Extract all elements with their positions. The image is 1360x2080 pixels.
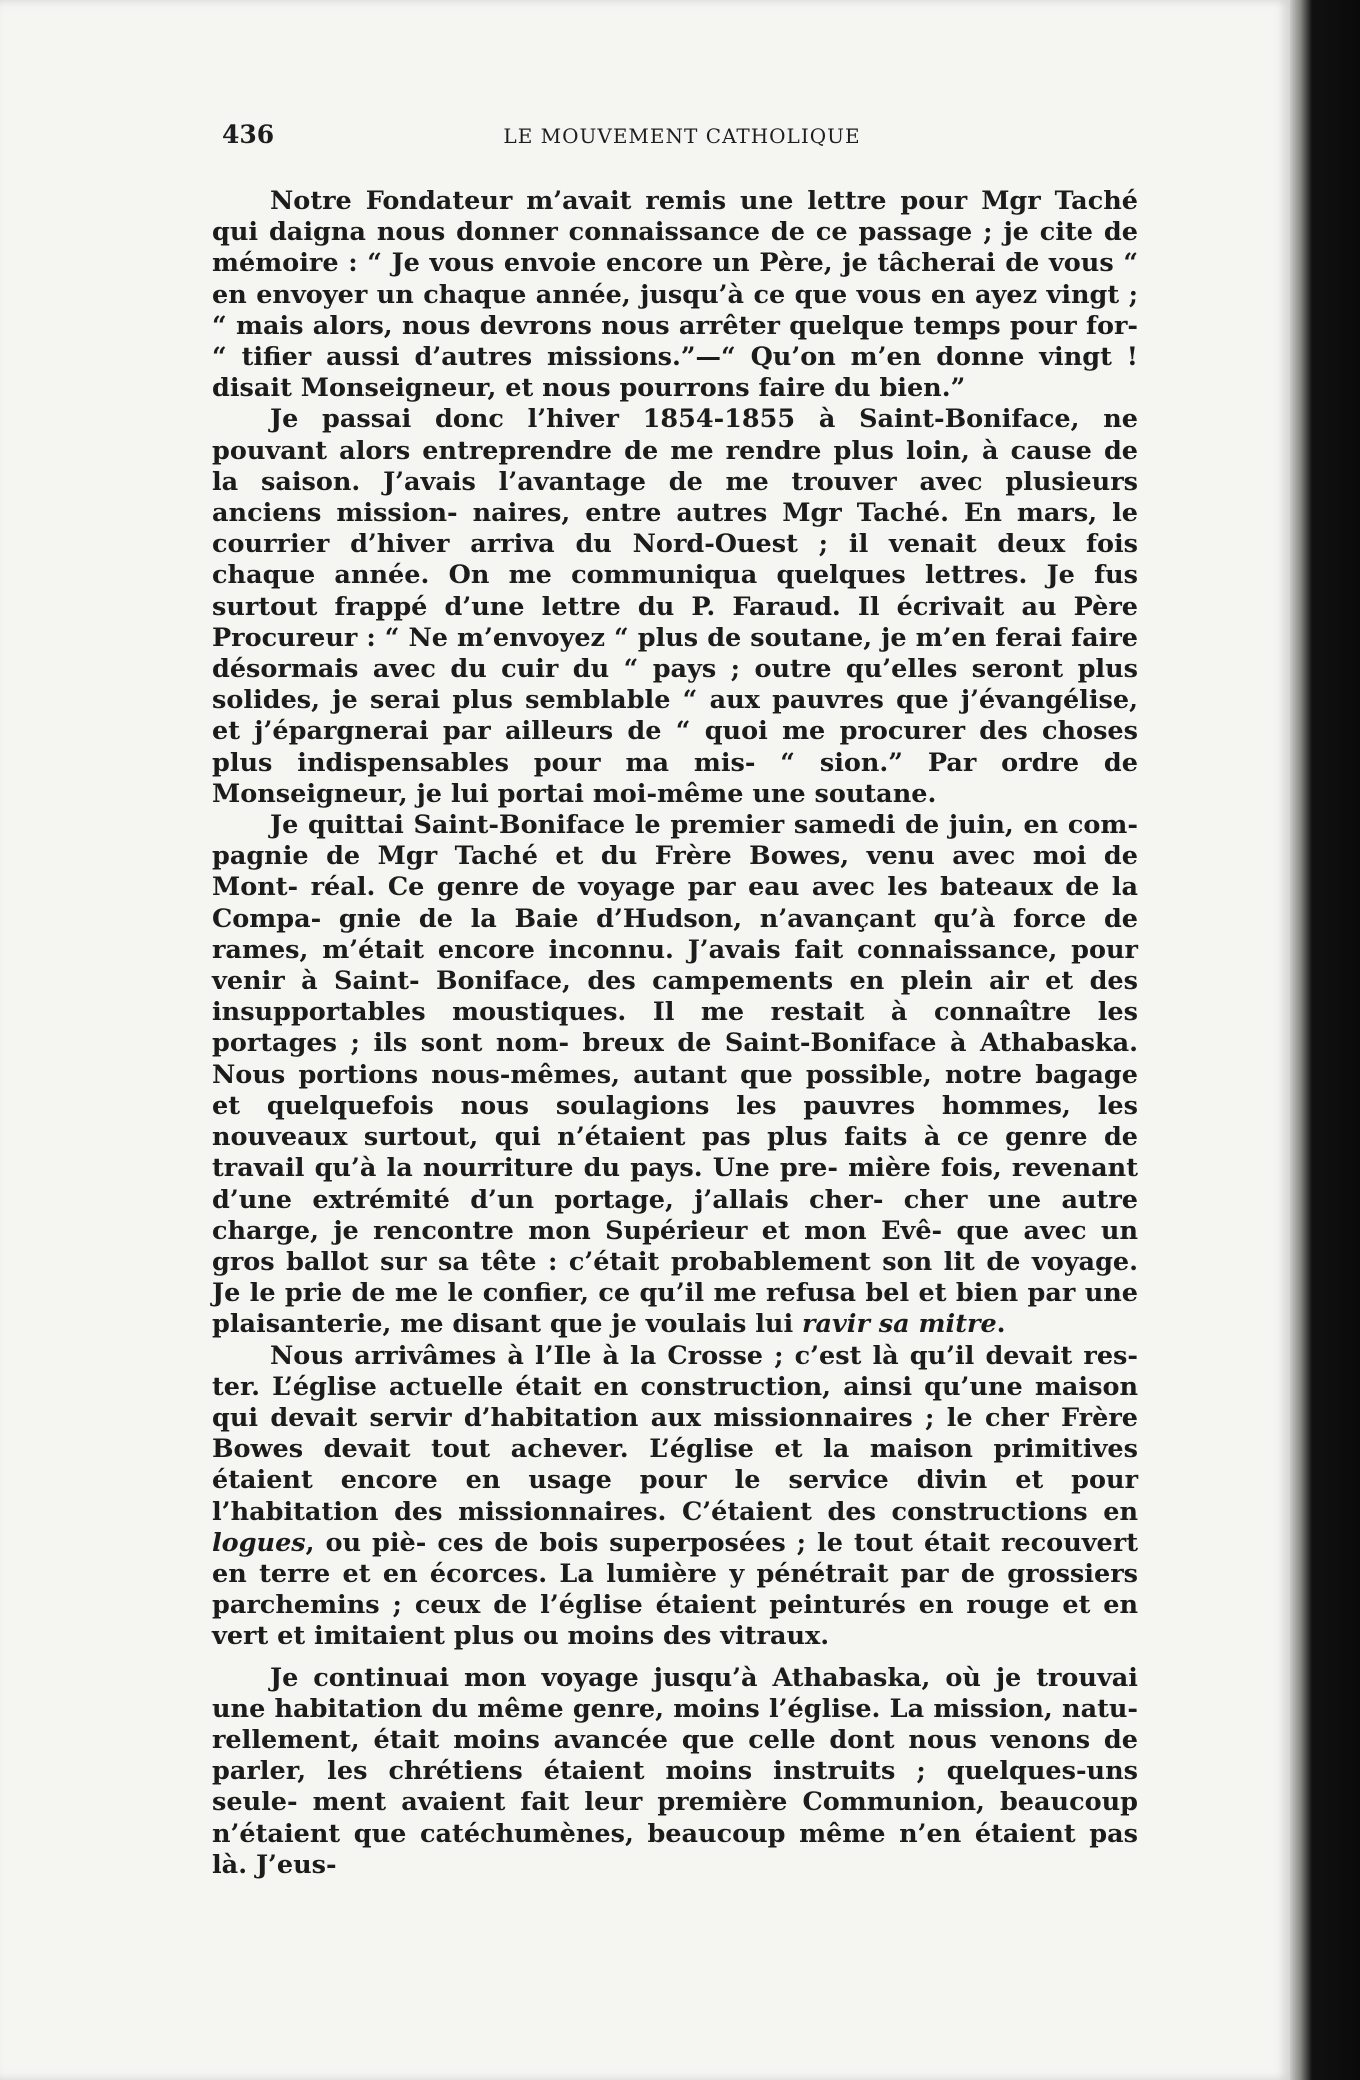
page-number: 436 [222, 120, 275, 149]
paragraph-4-italic: logues [212, 1527, 306, 1558]
paragraph-3-end: . [996, 1309, 1006, 1340]
paragraph-4-text: Nous arrivâmes à l’Ile à la Crosse ; c’est là qu’il devait res- ter. L’église actuelle était en construction, ainsi qu’une maison qui devait servir d’habitation aux missionnaires ; le cher Frère Bowes devait tout achever. L’église et la maison primitives étaient encore en usage pour le service divin et pour l’habitation des missionnaires. C’étaient des constructions en [212, 1340, 1138, 1527]
paragraph-4-end: , ou piè- ces de bois superposées ; le tout était recouvert en terre et en écorces. La lumière y pénétrait par de grossiers parchemins ; ceux de l’église étaient peinturés en rouge et en vert et imitaient plus ou moins des vitraux. [212, 1527, 1138, 1652]
page-edge-shadow [1290, 0, 1360, 2080]
paragraph-5: Je continuai mon voyage jusqu’à Athabaska, où je trouvai une habitation du même genre, moins l’église. La mission, natu- rellement, était moins avancée que celle dont nous venons de parler, les chrétiens étaient moins instruits ; quelques-uns seule- ment avaient fait leur première Communion, beaucoup n’étaient que catéchumènes, beaucoup même n’en étaient pas là. J’eus- [212, 1662, 1138, 1880]
paragraph-3 [212, 810, 1138, 1340]
paragraph-1: Notre Fondateur m’avait remis une lettre pour Mgr Taché qui daigna nous donner connaissance de ce passage ; je cite de mémoire : “ Je vous envoie encore un Père, je tâcherai de vous “ en envoyer un chaque année, jusqu’à ce que vous en ayez vingt ; “ mais alors, nous devrons nous arrêter quelque temps pour for- “ tifier aussi d’autres missions.”—“ Qu’on m’en donne vingt ! disait Monseigneur, et nous pourrons faire du bien.” [212, 186, 1138, 404]
paragraph-3-italic: ravir sa mitre [802, 1309, 997, 1340]
body-text [212, 186, 1138, 1881]
paragraph-3-text: Je quittai Saint-Boniface le premier samedi de juin, en com- pagnie de Mgr Taché et du Frère Bowes, venu avec moi de Mont- réal. Ce genre de voyage par eau avec les bateaux de la Compa- gnie de la Baie d’Hudson, n’avançant qu’à force de rames, m’était encore inconnu. J’avais fait connaissance, pour venir à Saint- Boniface, des campements en plein air et des insupportables moustiques. Il me restait à connaître les portages ; ils sont nom- breux de Saint-Boniface à Athabaska. Nous portions nous-mêmes, autant que possible, notre bagage et quelquefois nous soulagions les pauvres hommes, les nouveaux surtout, qui n’étaient pas plus faits à ce genre de travail qu’à la nourriture du pays. Une pre- mière fois, revenant d’une extrémité d’un portage, j’allais cher- cher une autre charge, je rencontre mon Supérieur et mon Evê- que avec un gros ballot sur sa tête : c’était probablement son lit de voyage. Je le prie de me le confier, ce qu’il me refusa bel et bien par une plaisanterie, me disant que je voulais lui [212, 810, 1138, 1340]
page-header [222, 120, 1142, 160]
paragraph-4 [212, 1341, 1138, 1653]
running-head: LE MOUVEMENT CATHOLIQUE [503, 124, 861, 148]
paragraph-2: Je passai donc l’hiver 1854-1855 à Saint-Boniface, ne pouvant alors entreprendre de me rendre plus loin, à cause de la saison. J’avais l’avantage de me trouver avec plusieurs anciens mission- naires, entre autres Mgr Taché. En mars, le courrier d’hiver arriva du Nord-Ouest ; il venait deux fois chaque année. On me communiqua quelques lettres. Je fus surtout frappé d’une lettre du P. Faraud. Il écrivait au Père Procureur : “ Ne m’envoyez “ plus de soutane, je m’en ferai faire désormais avec du cuir du “ pays ; outre qu’elles seront plus solides, je serai plus semblable “ aux pauvres que j’évangélise, et j’épargnerai par ailleurs de “ quoi me procurer des choses plus indispensables pour ma mis- “ sion.” Par ordre de Monseigneur, je lui portai moi-même une soutane. [212, 404, 1138, 809]
